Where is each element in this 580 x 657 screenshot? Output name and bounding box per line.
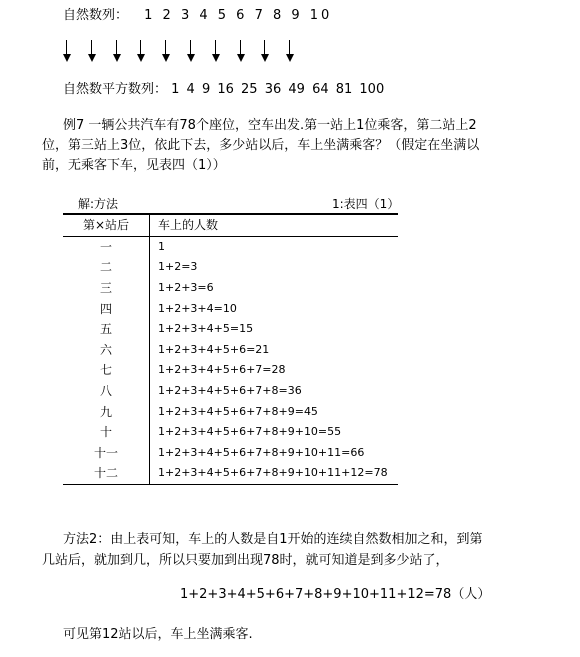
station-cell: 九: [63, 401, 150, 422]
header-passengers: 车上的人数: [150, 215, 399, 236]
stations-table: [63, 215, 398, 485]
passenger-count-cell: 1+2+3+4+5+6+7+8+9+10=55: [158, 425, 342, 439]
down-arrow-icon: [162, 40, 170, 62]
station-cell: 三: [63, 278, 150, 299]
passenger-count-cell: 1+2+3+4+5+6+7=28: [158, 363, 286, 377]
square-sequence-numbers: 1 4 9 16 25 36 49 64 81 100: [171, 82, 385, 97]
station-cell: 二: [63, 257, 150, 278]
table-row: [63, 298, 398, 319]
example-line-2: 位，第三站上3位，依此下去，多少站以后，车上坐满乘客？（假定在坐满以: [42, 138, 480, 153]
example-7-paragraph: [42, 116, 572, 176]
table-row: [63, 319, 398, 340]
down-arrow-icon: [212, 40, 220, 62]
sum-equation: 1+2+3+4+5+6+7+8+9+10+11+12=78（人）: [180, 587, 491, 602]
passenger-count-cell: 1+2+3+4=10: [158, 301, 237, 315]
table-row: [63, 278, 398, 299]
header-station: 第×站后: [63, 215, 150, 236]
table-row: [63, 463, 398, 484]
table-row: [63, 257, 398, 278]
passenger-count-cell: 1+2+3=6: [158, 281, 214, 295]
passenger-count-cell: 1+2+3+4+5+6+7+8+9+10+11+12=78: [150, 463, 399, 484]
station-cell: 八: [63, 381, 150, 402]
table-row: [63, 443, 398, 464]
station-cell: 五: [63, 319, 150, 340]
station-cell: 七: [63, 360, 150, 381]
example-line-3: 前，无乘客下车，见表四（1））: [42, 158, 226, 173]
table-row: [63, 422, 398, 443]
passenger-count-cell: 1+2+3+4+5+6+7+8=36: [158, 384, 302, 398]
down-arrow-icon: [63, 40, 71, 62]
method-2-paragraph: [42, 529, 577, 571]
down-arrow-icon: [286, 40, 294, 62]
station-cell: 六: [63, 340, 150, 361]
method-2-line-1: 方法2：由上表可知，车上的人数是自1开始的连续自然数相加之和，到第: [63, 532, 483, 547]
natural-sequence-row: [63, 8, 332, 24]
square-sequence-label: 自然数平方数列：: [63, 82, 168, 97]
down-arrow-icon: [187, 40, 195, 62]
table-row: [63, 340, 398, 361]
table-caption: 1:表四（1）: [332, 197, 400, 211]
passenger-count-cell: 1+2+3+4+5+6+7+8+9+10+11=66: [158, 445, 365, 459]
down-arrow-icon: [237, 40, 245, 62]
station-cell: 十一: [63, 443, 150, 464]
passenger-count-cell: 1+2=3: [158, 260, 198, 274]
down-arrow-icon: [261, 40, 269, 62]
down-arrow-icon: [137, 40, 145, 62]
table-row: [63, 381, 398, 402]
natural-sequence-label: 自然数列：: [63, 8, 129, 23]
station-cell: 十: [63, 422, 150, 443]
conclusion: 可见第12站以后，车上坐满乘客.: [63, 627, 253, 642]
square-sequence-row: [63, 82, 384, 98]
solution-label: 解:方法: [78, 197, 119, 211]
down-arrow-icon: [88, 40, 96, 62]
down-arrows-row: [63, 40, 303, 64]
example-line-1: 例7 一辆公共汽车有78个座位，空车出发.第一站上1位乘客，第二站上2: [63, 118, 477, 133]
table-row: [63, 360, 398, 381]
method-2-line-2: 几站后，就加到几，所以只要加到出现78时，就可知道是到多少站了，: [42, 553, 449, 568]
station-cell: 一: [63, 236, 150, 257]
table-row: [63, 401, 398, 422]
passenger-count-cell: 1: [158, 239, 165, 253]
passenger-count-cell: 1+2+3+4+5+6+7+8+9=45: [158, 404, 318, 418]
table-row: [63, 236, 398, 257]
passenger-count-cell: 1+2+3+4+5+6=21: [158, 342, 270, 356]
table-header-row: [63, 215, 398, 236]
station-cell: 十二: [63, 463, 150, 484]
natural-sequence-numbers: 1 2 3 4 5 6 7 8 9 10: [144, 8, 333, 23]
station-cell: 四: [63, 298, 150, 319]
down-arrow-icon: [113, 40, 121, 62]
passenger-count-cell: 1+2+3+4+5=15: [158, 322, 254, 336]
